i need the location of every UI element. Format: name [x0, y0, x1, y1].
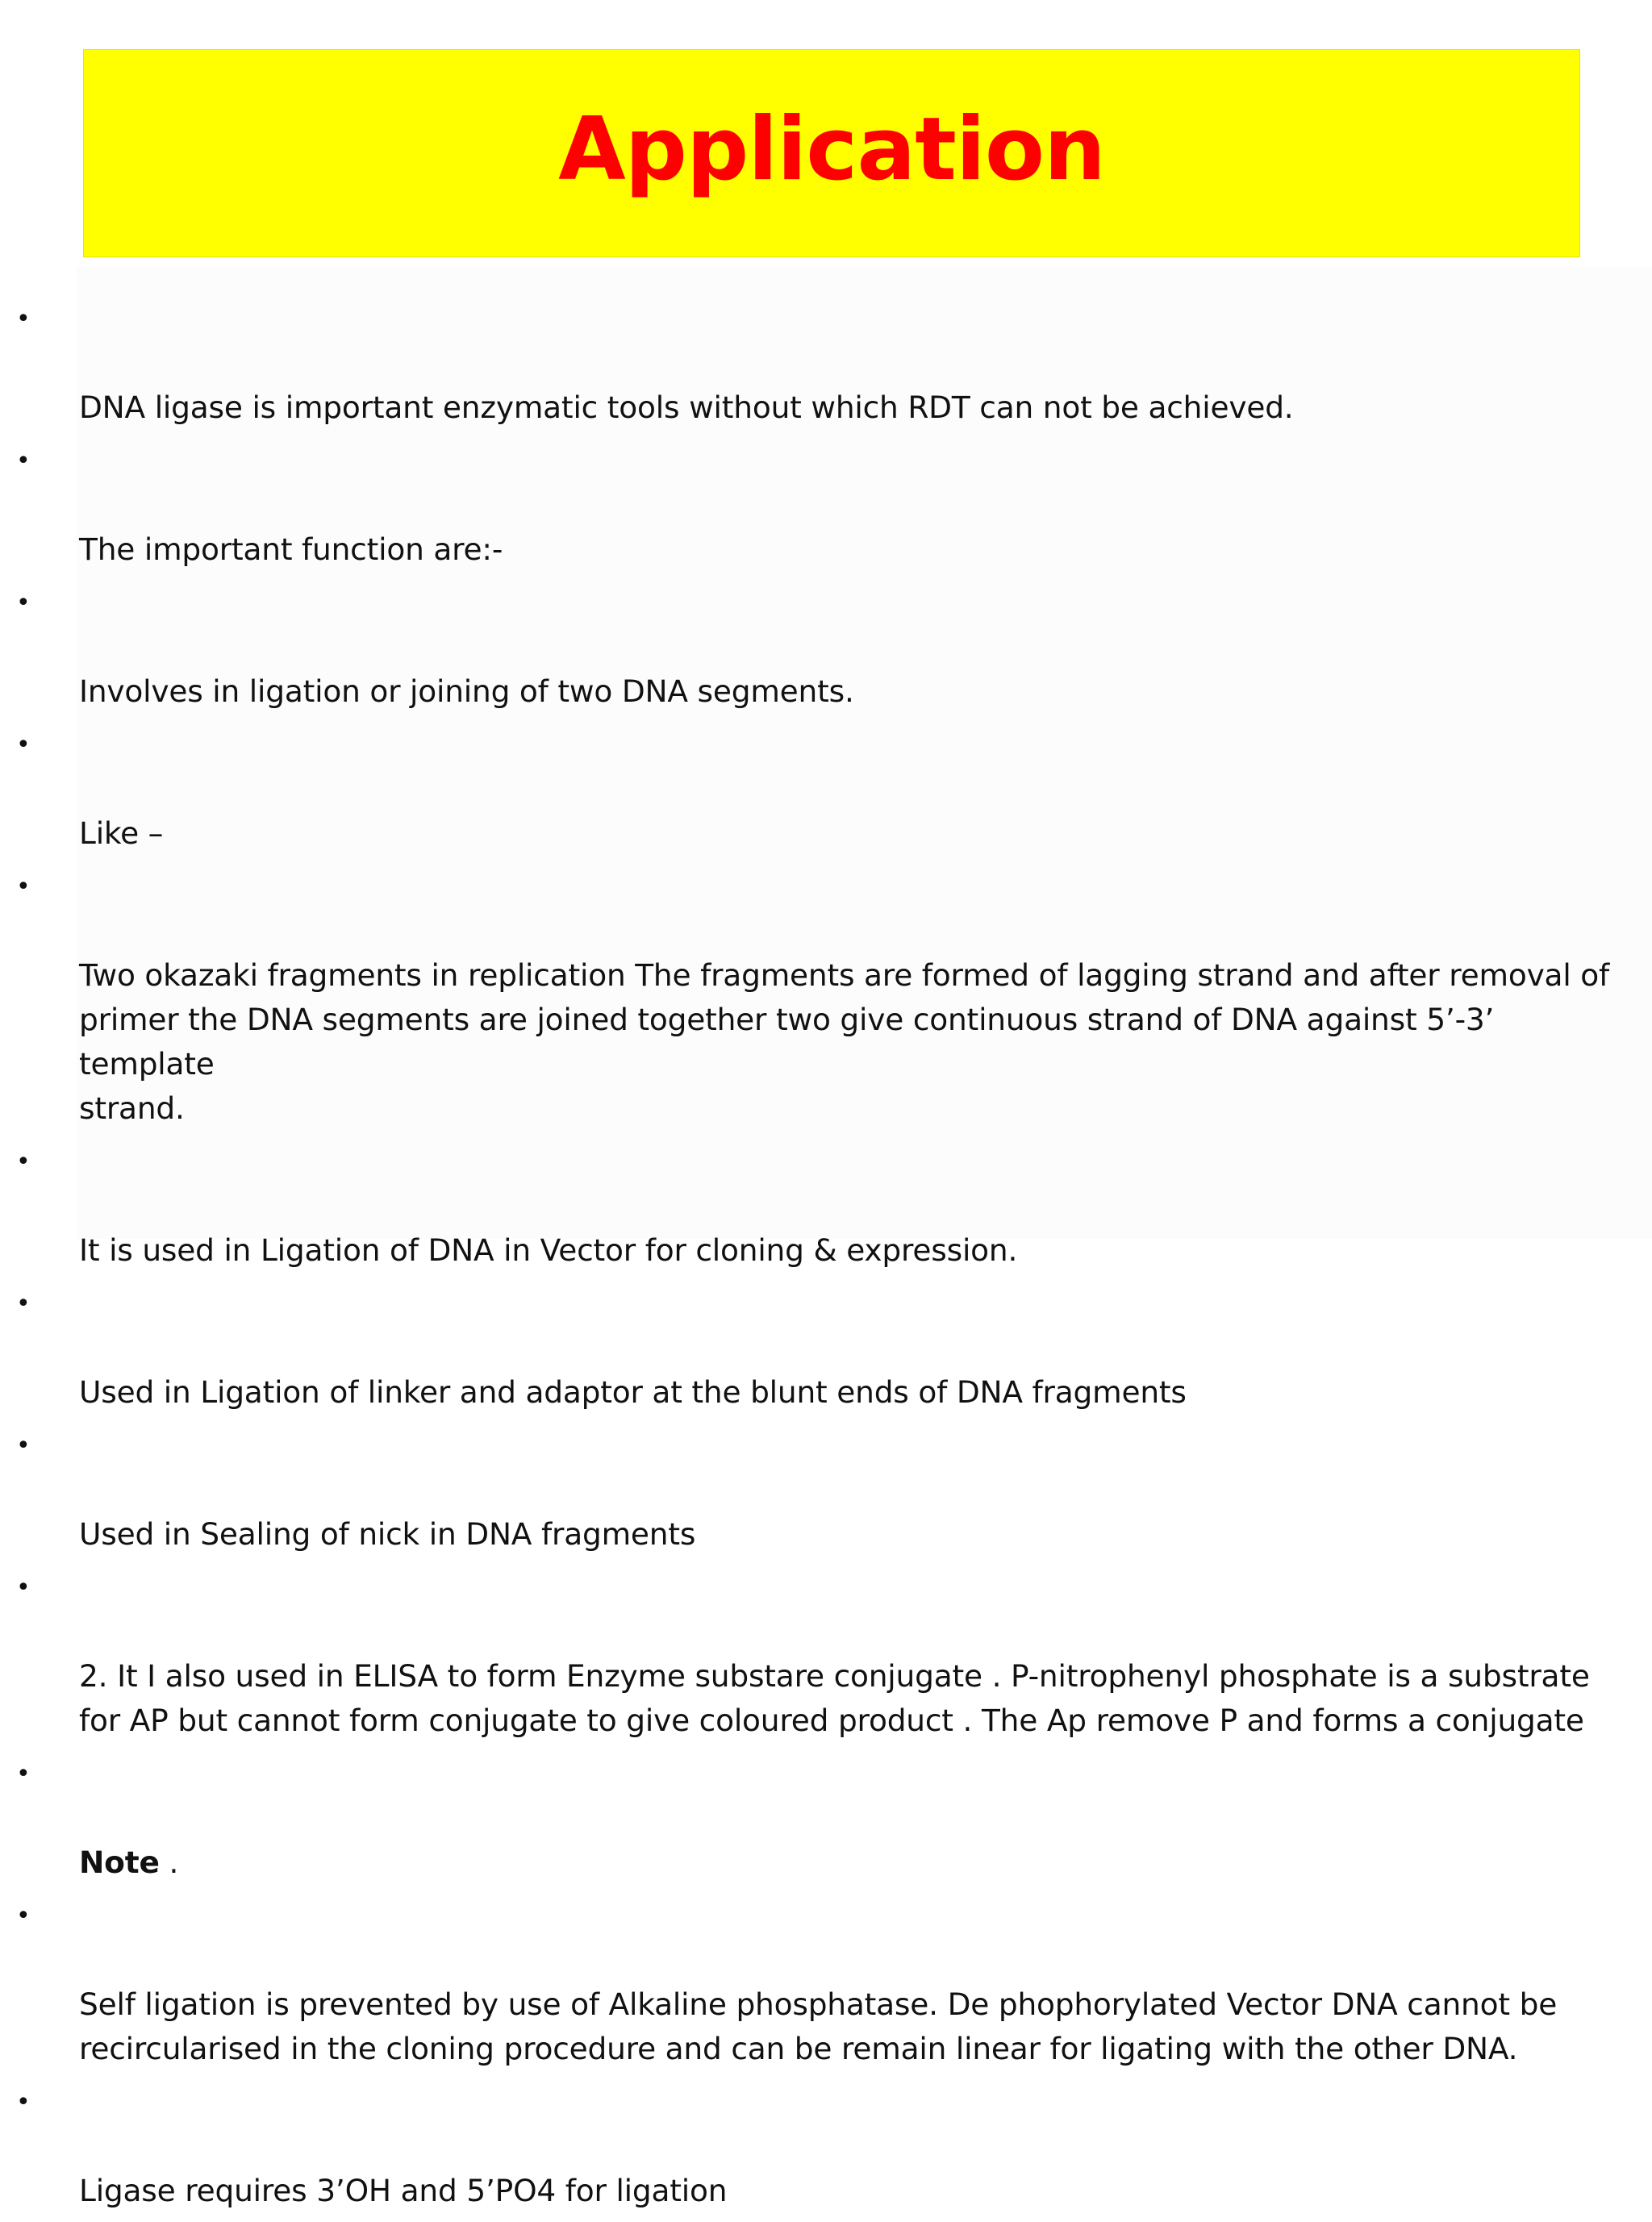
- bullet-text: It is used in Ligation of DNA in Vector for cloning & expression.: [79, 1232, 1018, 1268]
- note-label: Note: [79, 1845, 160, 1880]
- bullet-list: [0, 297, 1652, 2222]
- bullet-item: [0, 439, 1652, 572]
- bullet-icon: •: [16, 1760, 31, 1788]
- bullet-text: The important function are:-: [79, 532, 503, 567]
- bullet-item: [0, 297, 1652, 430]
- bullet-icon: •: [16, 1574, 31, 1602]
- title-banner: [83, 49, 1580, 257]
- bullet-item: [0, 1894, 1652, 2071]
- bullet-text: .: [159, 1845, 179, 1880]
- bullet-icon: •: [16, 1432, 31, 1460]
- bullet-icon: •: [16, 1148, 31, 1176]
- bullet-icon: •: [16, 1290, 31, 1318]
- bullet-item: [0, 1424, 1652, 1557]
- bullet-item: [0, 723, 1652, 856]
- slide-title: Application: [558, 99, 1105, 200]
- bullet-icon: •: [16, 731, 31, 759]
- bullet-text: Used in Sealing of nick in DNA fragments: [79, 1516, 696, 1552]
- bullet-icon: •: [16, 305, 31, 333]
- bullet-text: Ligase requires 3’OH and 5’PO4 for ligation: [79, 2173, 728, 2208]
- bullet-text: 2. It I also used in ELISA to form Enzyme substare conjugate . P-nitrophenyl phosphate is a substrate for AP but cannot form conjugate to give coloured product . The Ap remove P and forms a conjugate: [79, 1658, 1590, 1738]
- bullet-icon: •: [16, 589, 31, 617]
- bullet-item: [0, 1282, 1652, 1415]
- bullet-item: [0, 581, 1652, 714]
- bullet-text: Used in Ligation of linker and adaptor at the blunt ends of DNA fragments: [79, 1374, 1187, 1410]
- bullet-icon: •: [16, 1902, 31, 1930]
- bullet-icon: •: [16, 2088, 31, 2116]
- bullet-text: Self ligation is prevented by use of Alkaline phosphatase. De phophorylated Vector DNA cannot be recircularised in the cloning procedure and can be remain linear for ligating with the other DNA.: [79, 1986, 1558, 2066]
- bullet-item: [0, 2080, 1652, 2213]
- bullet-text: Like –: [79, 815, 164, 851]
- bullet-icon: •: [16, 873, 31, 901]
- bullet-item: [0, 1140, 1652, 1273]
- bullet-icon: •: [16, 447, 31, 475]
- bullet-item: [0, 1565, 1652, 1743]
- bullet-item: [0, 865, 1652, 1131]
- bullet-text: Involves in ligation or joining of two DNA segments.: [79, 673, 854, 709]
- bullet-text: DNA ligase is important enzymatic tools without which RDT can not be achieved.: [79, 390, 1294, 425]
- bullet-item-note: [0, 1752, 1652, 1885]
- bullet-text: Two okazaki fragments in replication The fragments are formed of lagging strand and after removal of primer the DNA segments are joined together two give continuous strand of DNA against 5’-3’ template strand.: [79, 957, 1610, 1126]
